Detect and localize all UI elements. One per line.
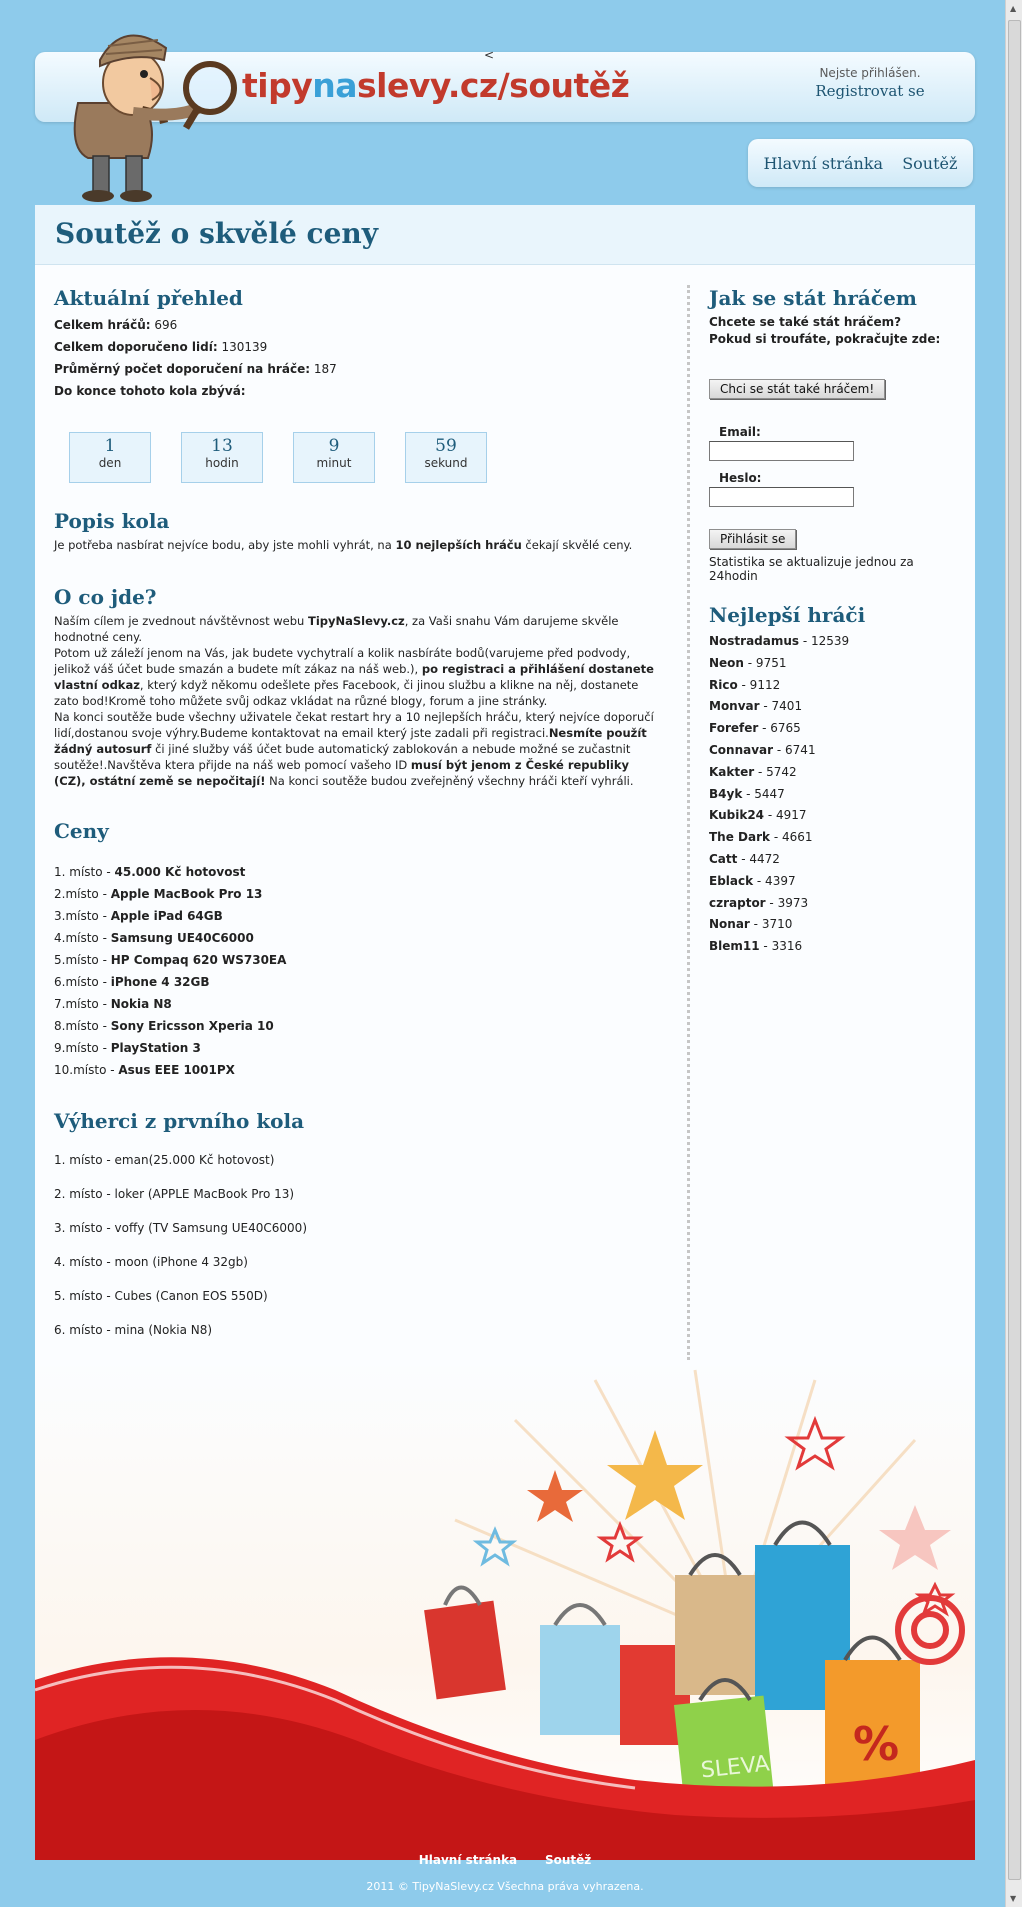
player-score: - 6765: [758, 721, 801, 736]
prize-name: iPhone 4 32GB: [110, 975, 210, 989]
player-name: Eblack: [709, 873, 754, 888]
join-prompt: Pokud si troufáte, pokračujte zde:: [709, 332, 941, 346]
stat-remaining: [54, 380, 664, 402]
text-bold: Nesmíte použít žádný autosurf: [54, 726, 647, 756]
scrollbar-thumb[interactable]: [1008, 20, 1021, 1880]
player-item: [709, 784, 959, 806]
prize-item: [54, 1037, 664, 1059]
player-score: - 9751: [743, 655, 787, 670]
prize-name: 45.000 Kč hotovost: [114, 865, 246, 879]
text: Potom už záleží jenom na Vás, jak budete vychytralí a kolik nasbíráte bodů(varujeme před podvody, jelikož váš účet bude smazán a budete mít zákaz na náš web.),: [54, 646, 631, 676]
player-score: - 5742: [754, 764, 797, 779]
player-name: Nostradamus: [709, 634, 800, 648]
about-heading: O co jde?: [54, 585, 157, 609]
text-bold: TipyNaSlevy.cz: [308, 614, 405, 628]
prize-item: [54, 883, 664, 905]
stat-total-players: [54, 314, 664, 336]
prize-place: 9.místo -: [54, 1041, 111, 1055]
player-name: Kakter: [709, 764, 755, 779]
text-bold: po registraci a přihlášení dostanete vlastní odkaz: [54, 662, 654, 692]
about-paragraph-1: [54, 613, 664, 645]
footer-contest-link[interactable]: Soutěž: [544, 1853, 592, 1867]
player-item: [709, 849, 959, 871]
footer-home-link[interactable]: Hlavní stránka: [418, 1853, 518, 1867]
text-bold: musí být jenom z České republiky (CZ), ostátní země se nepočitají!: [54, 758, 629, 788]
player-score: - 7401: [759, 699, 803, 714]
prize-place: 1. místo -: [54, 865, 115, 879]
player-score: - 4917: [764, 808, 807, 823]
prize-place: 5.místo -: [54, 953, 111, 967]
stats-note: Statistika se aktualizuje jednou za 24hodin: [709, 555, 914, 583]
password-field[interactable]: [709, 487, 854, 507]
player-score: - 3973: [765, 895, 809, 910]
player-name: Connavar: [709, 742, 774, 757]
text: čekají skvělé ceny.: [521, 538, 633, 552]
stat-total-referred: [54, 336, 664, 358]
caret-mark: <: [484, 48, 495, 62]
player-item: [709, 805, 959, 827]
player-score: - 4397: [753, 873, 796, 888]
stat-average: [54, 358, 664, 380]
player-item: [709, 914, 959, 936]
player-name: The Dark: [709, 830, 771, 845]
player-score: - 3316: [759, 939, 803, 954]
prize-item: [54, 1059, 664, 1081]
round-heading: Popis kola: [54, 509, 170, 533]
prize-name: Samsung UE40C6000: [110, 931, 254, 945]
text: , který když někomu odešlete přes Facebook, či jinou službu a klikne na něj, dostanete zato bod!Kromě toho můžete svůj odkaz vkládat na různé blogy, forum a jine stránky.: [54, 678, 639, 708]
countdown-unit: hodin: [205, 456, 239, 470]
countdown: [69, 432, 664, 483]
prize-place: 7.místo -: [54, 997, 111, 1011]
player-name: Blem11: [709, 939, 760, 954]
scroll-down-icon[interactable]: ▼: [1010, 1894, 1017, 1903]
prize-name: HP Compaq 620 WS730EA: [110, 953, 287, 967]
winner-item: 4. místo - moon (iPhone 4 32gb): [54, 1255, 248, 1269]
prize-item: [54, 1015, 664, 1037]
player-item: [709, 936, 959, 958]
prize-name: Sony Ericsson Xperia 10: [110, 1019, 274, 1033]
player-score: - 5447: [742, 786, 785, 801]
winner-item: 3. místo - voffy (TV Samsung UE40C6000): [54, 1221, 307, 1235]
player-name: Monvar: [709, 699, 760, 714]
prize-list: [54, 861, 664, 1081]
player-item: [709, 696, 959, 718]
login-note: Nejste přihlášen.: [819, 66, 921, 80]
join-question: Chcete se také stát hráčem?: [709, 315, 902, 329]
prize-place: 6.místo -: [54, 975, 111, 989]
top-players-list: [709, 631, 959, 958]
player-name: Neon: [709, 655, 744, 670]
stat-label: Do konce tohoto kola zbývá:: [54, 384, 246, 398]
player-name: B4yk: [709, 786, 743, 801]
player-score: - 12539: [799, 634, 850, 648]
password-label: Heslo:: [719, 471, 762, 485]
player-score: - 6741: [773, 742, 816, 757]
player-item: [709, 675, 959, 697]
logo-tipy: tipy: [242, 66, 313, 105]
prize-item: [54, 993, 664, 1015]
text: Je potřeba nasbírat nejvíce bodu, aby jste mohli vyhrát, na: [54, 538, 396, 552]
about-paragraph-3: [54, 709, 664, 789]
text: , za Vaši snahu Vám darujeme skvěle hodnotné ceny.: [54, 614, 619, 644]
prize-item: [54, 971, 664, 993]
logo-na: na: [312, 66, 357, 105]
login-status: [780, 66, 960, 100]
player-item: [709, 718, 959, 740]
player-item: [709, 893, 959, 915]
player-item: [709, 827, 959, 849]
text: Naším cílem je zvednout návštěvnost webu: [54, 614, 308, 628]
player-item: [709, 631, 959, 653]
prize-name: Apple MacBook Pro 13: [110, 887, 263, 901]
footer-illustration: [35, 1360, 975, 1860]
bag-label: SLEVA: [699, 1751, 771, 1784]
text: či jiné služby váš účet bude automatický zablokován a nebude možné se zučastnit soutěže!.Navštěva ktera přijde na náš web pomocí vašeho ID: [54, 742, 631, 772]
login-button[interactable]: Přihlásit se: [709, 529, 796, 549]
countdown-minutes: [293, 432, 375, 483]
player-item: [709, 740, 959, 762]
player-score: - 4472: [737, 851, 780, 866]
countdown-number: 13: [211, 436, 233, 456]
prize-name: Asus EEE 1001PX: [118, 1063, 235, 1077]
text: Na konci soutěže budou zveřejněný všechny hráči kteří vyhráli.: [265, 774, 634, 788]
countdown-unit: minut: [316, 456, 352, 470]
main-column: [54, 286, 664, 1347]
prize-place: 3.místo -: [54, 909, 111, 923]
copyright: 2011 © TipyNaSlevy.cz Všechna práva vyhrazena.: [366, 1880, 644, 1893]
nav-home-link[interactable]: Hlavní stránka: [763, 153, 884, 173]
register-link[interactable]: Registrovat se: [815, 82, 925, 100]
prize-place: 4.místo -: [54, 931, 111, 945]
prize-item: [54, 861, 664, 883]
prize-name: Nokia N8: [110, 997, 172, 1011]
page-scrollbar[interactable]: [1005, 0, 1022, 1907]
column-divider: [687, 285, 690, 1360]
text-bold: 10 nejlepších hráču: [395, 538, 522, 552]
player-item: [709, 871, 959, 893]
winner-item: 5. místo - Cubes (Canon EOS 550D): [54, 1289, 268, 1303]
player-score: - 9112: [737, 677, 781, 692]
player-score: - 3710: [749, 917, 793, 932]
prize-place: 8.místo -: [54, 1019, 111, 1033]
prize-name: PlayStation 3: [110, 1041, 201, 1055]
countdown-number: 59: [435, 436, 457, 456]
player-name: Catt: [709, 851, 738, 866]
countdown-seconds: [405, 432, 487, 483]
text: Na konci soutěže bude všechny uživatele čekat restart hry a 10 nejlepších hráču, který nejvíce doporučí lidí,dostanou svoje výhry.Budeme kontaktovat na email který jste zadali při registraci.: [54, 710, 654, 740]
title-band: [35, 205, 975, 265]
countdown-number: 1: [104, 436, 116, 456]
winners-heading: Výherci z prvního kola: [54, 1109, 305, 1133]
player-name: Nonar: [709, 917, 750, 932]
overview-heading: Aktuální přehled: [54, 286, 243, 310]
winner-item: 6. místo - mina (Nokia N8): [54, 1323, 213, 1337]
player-score: - 4661: [770, 830, 813, 845]
countdown-unit: sekund: [424, 456, 468, 470]
countdown-hours: [181, 432, 263, 483]
player-name: Forefer: [709, 721, 759, 736]
prize-item: [54, 927, 664, 949]
nav-contest-link[interactable]: Soutěž: [902, 153, 958, 173]
countdown-number: 9: [328, 436, 340, 456]
scroll-up-icon[interactable]: ▲: [1010, 4, 1017, 13]
detective-mascot-icon: [38, 8, 238, 204]
footer-links: [35, 1853, 975, 1867]
main-nav: [748, 139, 973, 187]
player-name: czraptor: [709, 895, 766, 910]
prize-item: [54, 905, 664, 927]
email-field[interactable]: [709, 441, 854, 461]
stat-label: Celkem hráčů:: [54, 318, 151, 332]
page-title: Soutěž o skvělé ceny: [55, 217, 379, 250]
shopping-bags-illustration-icon: [35, 1360, 975, 1860]
player-item: [709, 762, 959, 784]
prize-place: 2.místo -: [54, 887, 111, 901]
logo-rest: slevy.cz/soutěž: [357, 66, 630, 105]
about-paragraph-2: [54, 645, 664, 709]
prize-item: [54, 949, 664, 971]
stat-label: Celkem doporučeno lidí:: [54, 340, 218, 354]
countdown-unit: den: [98, 456, 122, 470]
round-description: [54, 537, 664, 553]
top-players-heading: Nejlepší hráči: [709, 603, 866, 627]
stat-value: 187: [313, 362, 337, 376]
winner-item: 2. místo - loker (APPLE MacBook Pro 13): [54, 1187, 295, 1201]
winner-item: 1. místo - eman(25.000 Kč hotovost): [54, 1153, 275, 1167]
prize-name: Apple iPad 64GB: [110, 909, 223, 923]
stat-label: Průměrný počet doporučení na hráče:: [54, 362, 311, 376]
site-logo[interactable]: [242, 66, 629, 105]
sidebar: [709, 286, 959, 958]
player-name: Rico: [709, 677, 738, 692]
prizes-heading: Ceny: [54, 819, 109, 843]
stat-value: 696: [154, 318, 178, 332]
countdown-days: [69, 432, 151, 483]
player-item: [709, 653, 959, 675]
join-button[interactable]: Chci se stát také hráčem!: [709, 379, 885, 399]
bag-percent: %: [853, 1717, 900, 1771]
prize-place: 10.místo -: [54, 1063, 119, 1077]
player-name: Kubik24: [709, 808, 765, 823]
email-label: Email:: [719, 425, 761, 439]
join-heading: Jak se stát hráčem: [709, 286, 917, 310]
winners-list: [54, 1143, 664, 1347]
stat-value: 130139: [221, 340, 268, 354]
